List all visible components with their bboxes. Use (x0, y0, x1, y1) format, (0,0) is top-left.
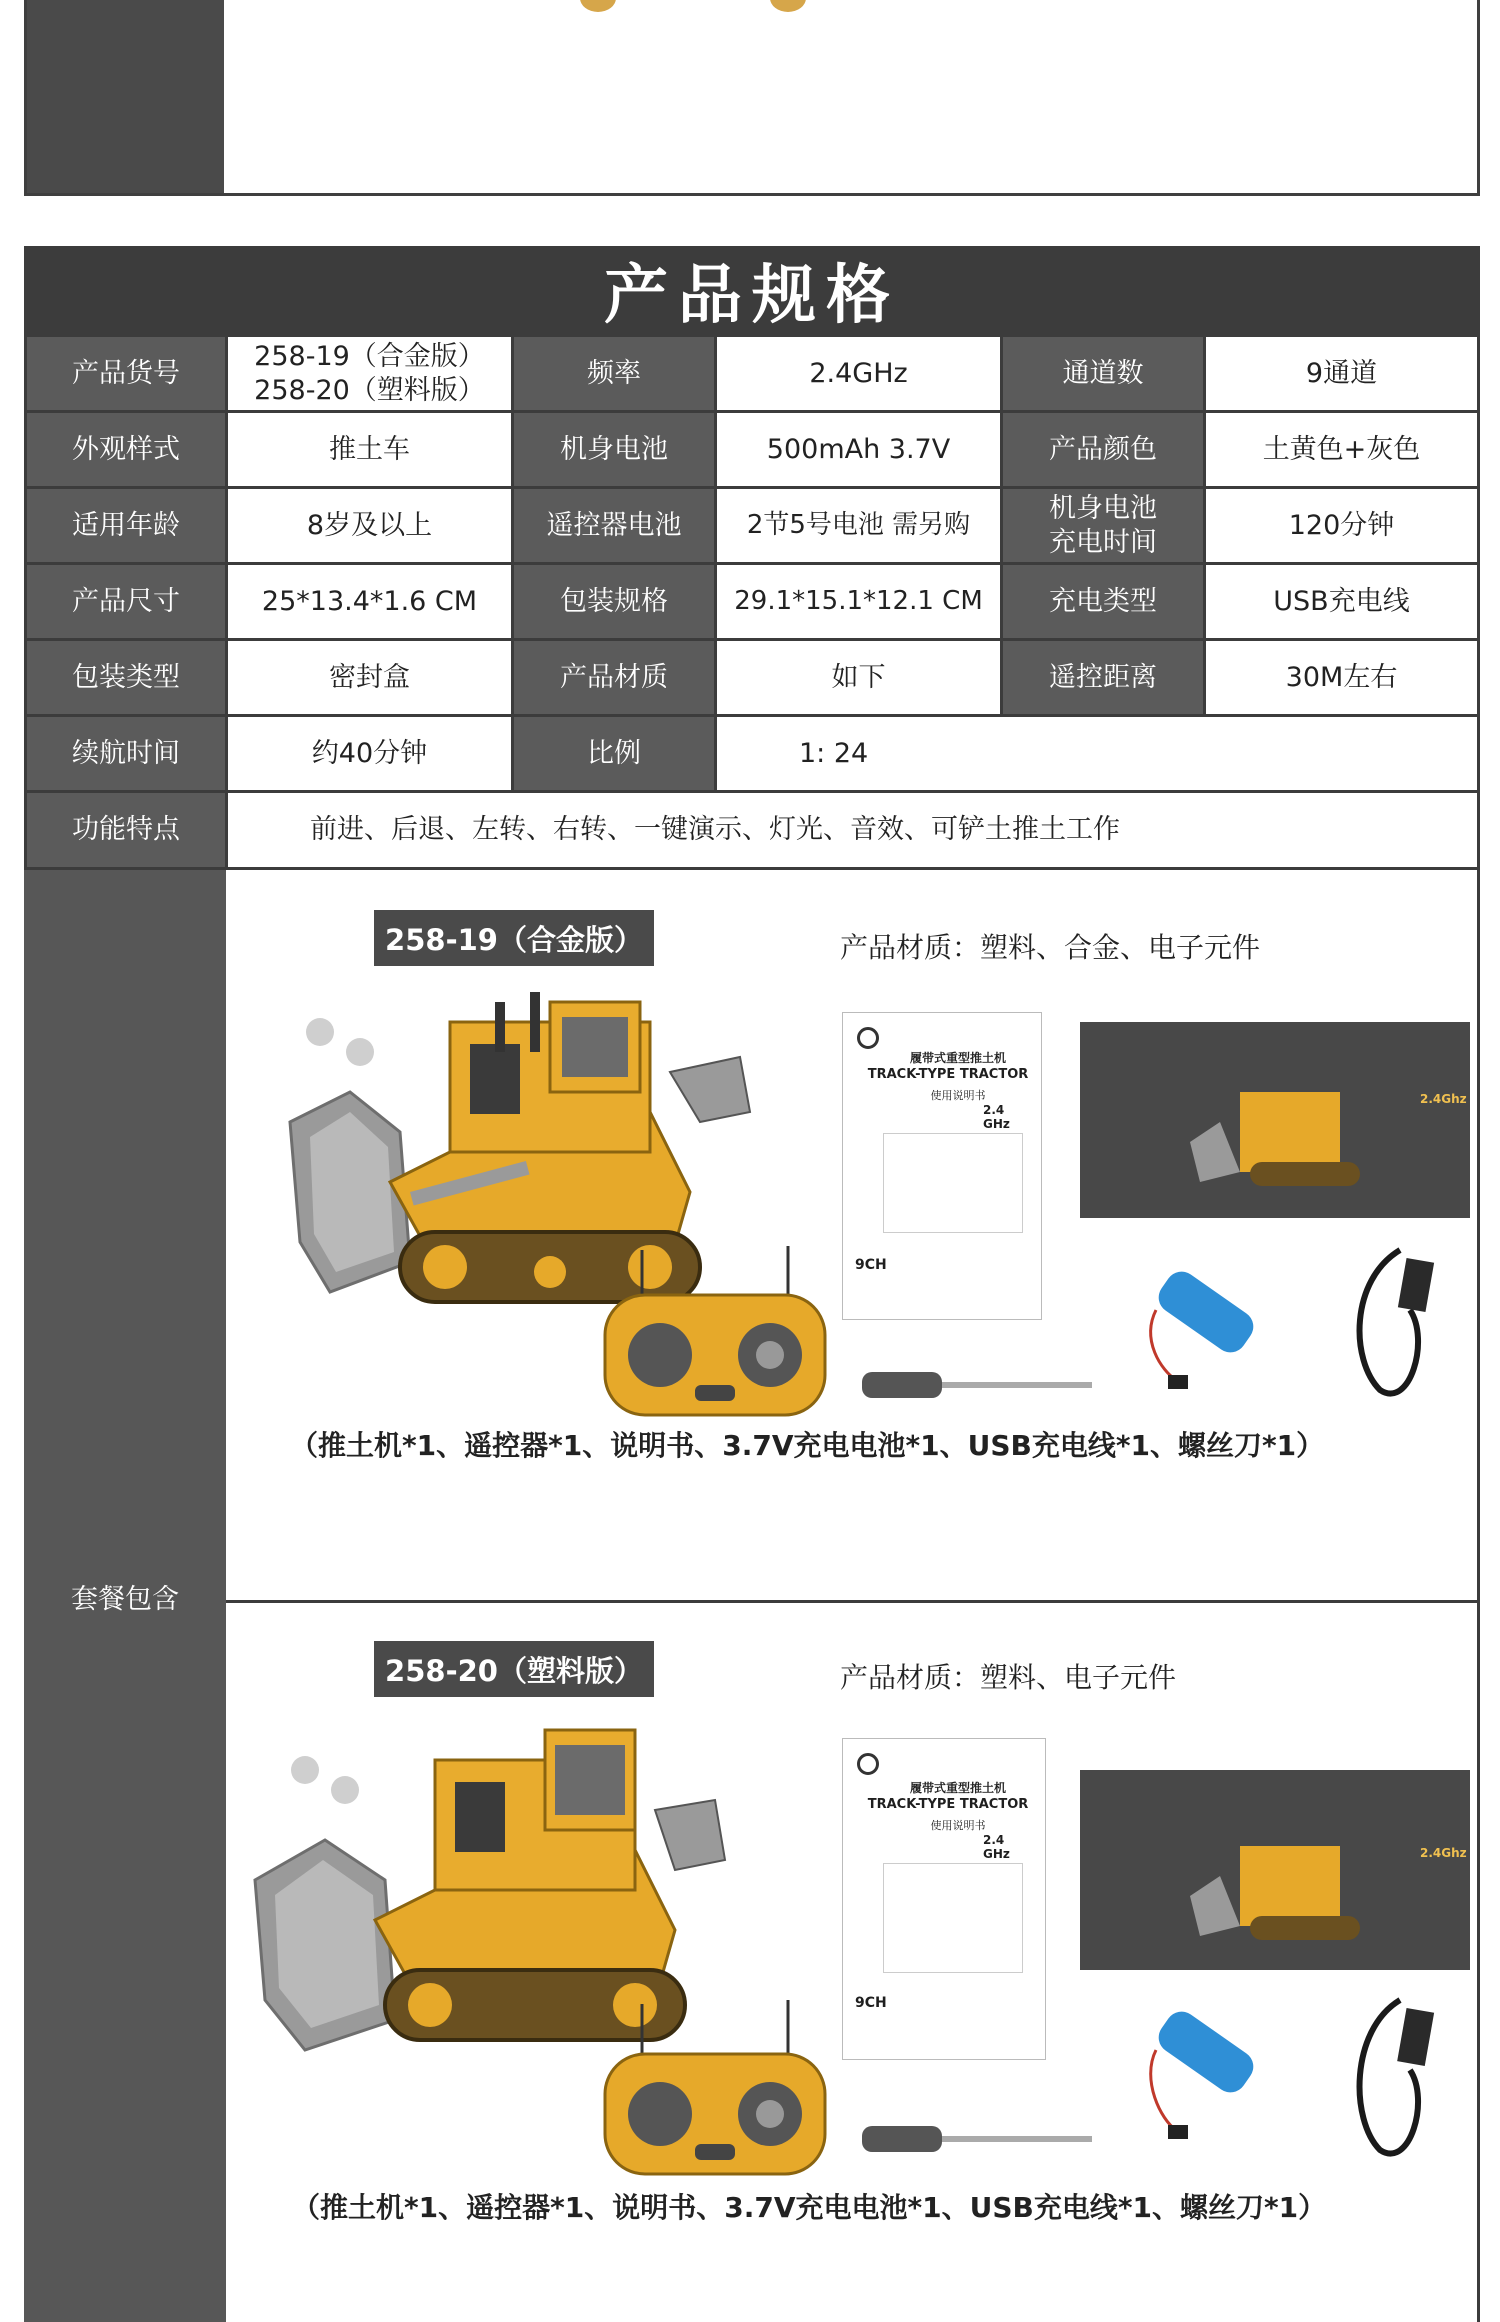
version-tag-alloy: 258-19（合金版） (374, 910, 654, 966)
rechargeable-battery (1126, 2010, 1266, 2160)
item-no-line-1: 258-19（合金版） (254, 340, 485, 372)
usb-charging-cable (1340, 1240, 1450, 1410)
section-title: 产品规格 (604, 259, 900, 333)
spec-label-style: 外观样式 (27, 413, 225, 486)
brand-logo (857, 1027, 879, 1049)
spec-value-charge-time: 120分钟 (1206, 489, 1477, 562)
box-bulldozer-image (1180, 1806, 1380, 1956)
manual-line-drawing (883, 1133, 1023, 1233)
spec-value-charge-type: USB充电线 (1206, 565, 1477, 638)
manual-title-en: TRACK-TYPE TRACTOR (867, 1067, 1029, 1082)
spec-value-frequency: 2.4GHz (717, 337, 1000, 410)
spec-label-frequency: 频率 (514, 337, 714, 410)
box-frequency: 2.4Ghz (1420, 1846, 1467, 1860)
spec-label-scale: 比例 (514, 717, 714, 790)
brand-logo (857, 1753, 879, 1775)
spec-label-charge-time (1003, 489, 1203, 562)
spec-label-pack-size: 包装规格 (514, 565, 714, 638)
spec-value-age: 8岁及以上 (228, 489, 511, 562)
box-frequency: 2.4Ghz (1420, 1092, 1467, 1106)
remote-controller (600, 1994, 830, 2184)
spec-label-pack-type: 包装类型 (27, 641, 225, 714)
spec-label-size: 产品尺寸 (27, 565, 225, 638)
spec-label-features: 功能特点 (27, 793, 225, 867)
spec-value-style: 推土车 (228, 413, 511, 486)
spec-value-item-no (228, 337, 511, 410)
spec-value-material: 如下 (717, 641, 1000, 714)
spec-label-range: 遥控距离 (1003, 641, 1203, 714)
spec-label-age: 适用年龄 (27, 489, 225, 562)
instruction-manual (842, 1012, 1042, 1320)
manual-channels: 9CH (855, 1257, 887, 1273)
contents-caption-alloy: （推土机*1、遥控器*1、说明书、3.7V充电电池*1、USB充电线*1、螺丝刀*1） (290, 1429, 1325, 1462)
gift-box (1080, 1770, 1470, 1970)
spec-value-channels: 9通道 (1206, 337, 1477, 410)
contents-caption-plastic: （推土机*1、遥控器*1、说明书、3.7V充电电池*1、USB充电线*1、螺丝刀*1） (292, 2191, 1327, 2224)
spec-label-battery: 机身电池 (514, 413, 714, 486)
spec-label-charge-type: 充电类型 (1003, 565, 1203, 638)
package-divider (226, 1600, 1480, 1603)
spec-label-color: 产品颜色 (1003, 413, 1203, 486)
spec-value-pack-type: 密封盒 (228, 641, 511, 714)
version-tag-plastic: 258-20（塑料版） (374, 1641, 654, 1697)
spec-value-pack-size: 29.1*15.1*12.1 CM (717, 565, 1000, 638)
manual-line-drawing (883, 1863, 1023, 1973)
box-bulldozer-image (1180, 1052, 1380, 1202)
screwdriver (862, 2122, 1102, 2156)
spec-value-size: 25*13.4*1.6 CM (228, 565, 511, 638)
spec-value-scale: 1: 24 (717, 717, 1477, 790)
spec-title-bar (24, 246, 1480, 334)
remote-controller (600, 1240, 830, 1425)
package-label: 套餐包含 (71, 1583, 179, 1615)
spec-value-color: 土黄色+灰色 (1206, 413, 1477, 486)
spec-label-remote-battery: 遥控器电池 (514, 489, 714, 562)
spec-label-channels: 通道数 (1003, 337, 1203, 410)
gift-box (1080, 1022, 1470, 1218)
item-no-line-2: 258-20（塑料版） (254, 374, 485, 406)
manual-subtitle: 使用说明书 (930, 1819, 986, 1832)
package-label-cell (24, 870, 226, 2322)
manual-title-cn: 履带式重型推土机 (909, 1781, 1006, 1795)
manual-frequency: 2.4 GHz (983, 1833, 1010, 1861)
manual-title-en: TRACK-TYPE TRACTOR (867, 1797, 1029, 1812)
spec-table (24, 334, 1480, 870)
manual-title-cn: 履带式重型推土机 (909, 1051, 1006, 1065)
screwdriver (862, 1368, 1102, 1402)
previous-section-frame (24, 0, 1480, 196)
version-material-alloy: 产品材质：塑料、合金、电子元件 (840, 931, 1261, 964)
charge-time-label-line-2: 充电时间 (1049, 526, 1157, 558)
charge-time-label-line-1: 机身电池 (1049, 492, 1157, 524)
spec-value-remote-battery: 2节5号电池 需另购 (717, 489, 1000, 562)
spec-value-features: 前进、后退、左转、右转、一键演示、灯光、音效、可铲土推土工作 (228, 793, 1477, 867)
spec-value-endurance: 约40分钟 (228, 717, 511, 790)
spec-value-battery: 500mAh 3.7V (717, 413, 1000, 486)
version-material-plastic: 产品材质：塑料、电子元件 (840, 1661, 1177, 1694)
manual-subtitle: 使用说明书 (930, 1089, 986, 1102)
instruction-manual (842, 1738, 1046, 2060)
spec-label-endurance: 续航时间 (27, 717, 225, 790)
rechargeable-battery (1126, 1270, 1266, 1410)
manual-channels: 9CH (855, 1995, 887, 2011)
spec-value-range: 30M左右 (1206, 641, 1477, 714)
spec-label-material: 产品材质 (514, 641, 714, 714)
manual-frequency: 2.4 GHz (983, 1103, 1010, 1131)
spec-label-item-no: 产品货号 (27, 337, 225, 410)
usb-charging-cable (1340, 1990, 1450, 2170)
